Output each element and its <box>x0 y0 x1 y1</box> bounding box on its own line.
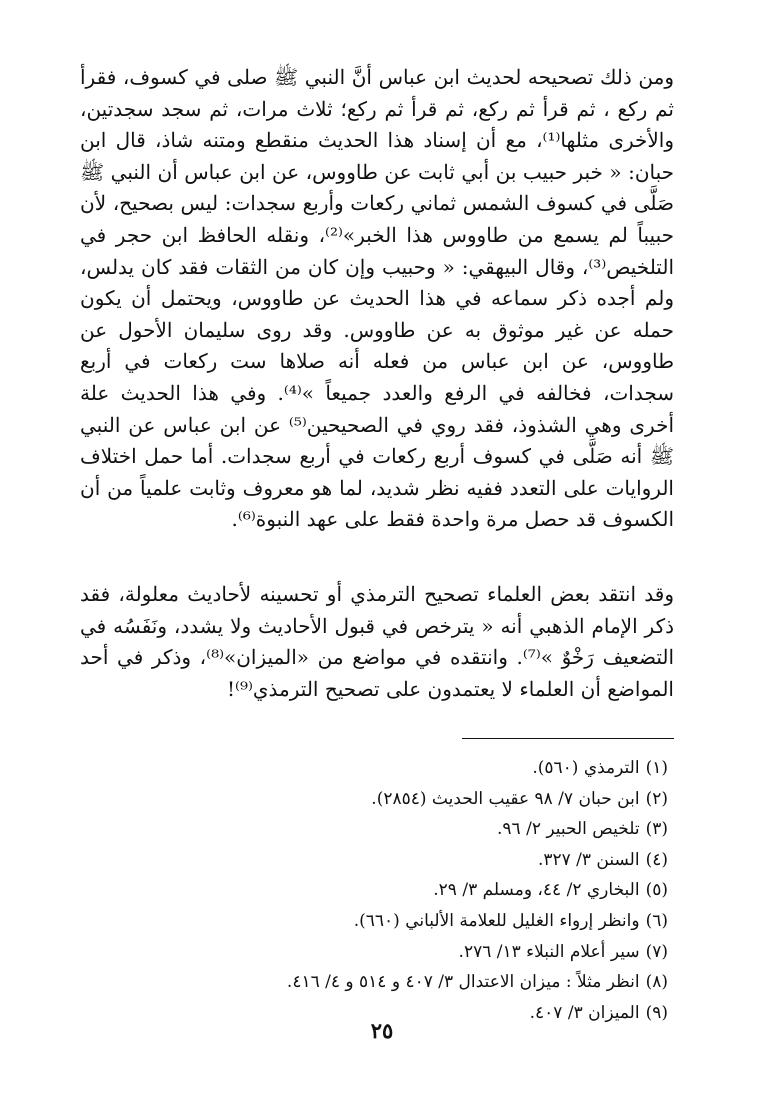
footnote-number: (١) <box>645 758 668 778</box>
footnote-text: تلخيص الحبير ٢/ ٩٦. <box>497 819 640 840</box>
footnote-text: سير أعلام النبلاء ١٣/ ٢٧٦. <box>458 941 640 962</box>
footnote-item <box>78 967 668 998</box>
footnote-text: الترمذي (٥٦٠). <box>532 758 640 778</box>
footnote-item <box>78 814 668 845</box>
body-paragraph-1: ومن ذلك تصحيحه لحديث ابن عباس أنَّ النبي ﷺ صلى في كسوف، فقرأ ثم ركع ، ثم قرأ ثم ركع، ثم قرأ ثم ركع؛ ثلاث مرات، ثم سجد سجدتين، والأخرى مثلها⁽¹⁾، مع أن إسناد هذا الحديث منقطع ومتنه شاذ، قال ابن حبان: « خبر حبيب بن أبي ثابت عن طاووس، عن ابن عباس أن النبي ﷺ صَلَّى في كسوف الشمس ثماني ركعات وأربع سجدات: ليس بصحيح، لأن حبيباً لم يسمع من طاووس هذا الخبر»⁽²⁾، ونقله الحافظ ابن حجر في التلخيص⁽³⁾، وقال البيهقي: « وحبيب وإن كان من الثقات فقد كان يدلس، ولم أجده ذكر سماعه في هذا الحديث عن طاووس، ويحتمل أن يكون حمله عن غير موثوق به عن طاووس. وقد روى سليمان الأحول عن طاووس، عن ابن عباس من فعله أنه صلاها ست ركعات في أربع سجدات، فخالفه في الرفع والعدد جميعاً »⁽⁴⁾. وفي هذا الحديث علة أخرى وهي الشذوذ، فقد روي في الصحيحين⁽⁵⁾ عن ابن عباس عن النبي ﷺ أنه صَلَّى في كسوف أربع ركعات في أربع سجدات. أما حمل اختلاف الروايات على التعدد ففيه نظر شديد، لما هو معروف وثابت علمياً من أن الكسوف قد حصل مرة واحدة فقط على عهد النبوة⁽⁶⁾. <box>80 65 675 532</box>
footnote-number: (٤) <box>645 849 668 870</box>
footnote-number: (٩) <box>645 1002 668 1023</box>
footnote-separator <box>462 738 674 739</box>
footnote-number: (٢) <box>645 788 668 809</box>
footnote-number: (٨) <box>645 972 668 993</box>
footnote-item <box>78 784 668 815</box>
footnote-item <box>78 875 668 906</box>
footnote-text: السنن ٣/ ٣٢٧. <box>537 849 640 870</box>
footnotes-list <box>78 753 668 1028</box>
footnote-number: (٥) <box>645 880 668 901</box>
footnote-text: ابن حبان ٧/ ٩٨ عقيب الحديث (٢٨٥٤). <box>371 788 640 809</box>
footnote-number: (٦) <box>645 910 668 931</box>
footnote-text: الميزان ٣/ ٤٠٧. <box>529 1002 640 1023</box>
footnote-item <box>78 753 668 784</box>
footnote-item <box>78 906 668 937</box>
footnote-number: (٧) <box>645 941 668 962</box>
footnote-item <box>78 845 668 876</box>
footnote-text: وانظر إرواء الغليل للعلامة الألباني (٦٦٠). <box>353 910 640 931</box>
page-number: ٢٥ <box>370 1018 394 1043</box>
footnote-item <box>78 937 668 968</box>
footnote-text: انظر مثلاً : ميزان الاعتدال ٣/ ٤٠٧ و ٥١٤ و ٤/ ٤١٦. <box>286 972 640 993</box>
footnote-text: البخاري ٢/ ٤٤، ومسلم ٣/ ٢٩. <box>433 880 640 901</box>
body-paragraph-2: وقد انتقد بعض العلماء تصحيح الترمذي أو تحسينه لأحاديث معلولة، فقد ذكر الإمام الذهبي أنه « يترخص في قبول الأحاديث ولا يشدد، ونَفَسُه في التضعيف رَخْوٌ »⁽⁷⁾. وانتقده في مواضع من «الميزان»⁽⁸⁾، وذكر في أحد المواضع أن العلماء لا يعتمدون على تصحيح الترمذي⁽⁹⁾! <box>80 582 675 701</box>
footnote-number: (٣) <box>645 819 668 840</box>
